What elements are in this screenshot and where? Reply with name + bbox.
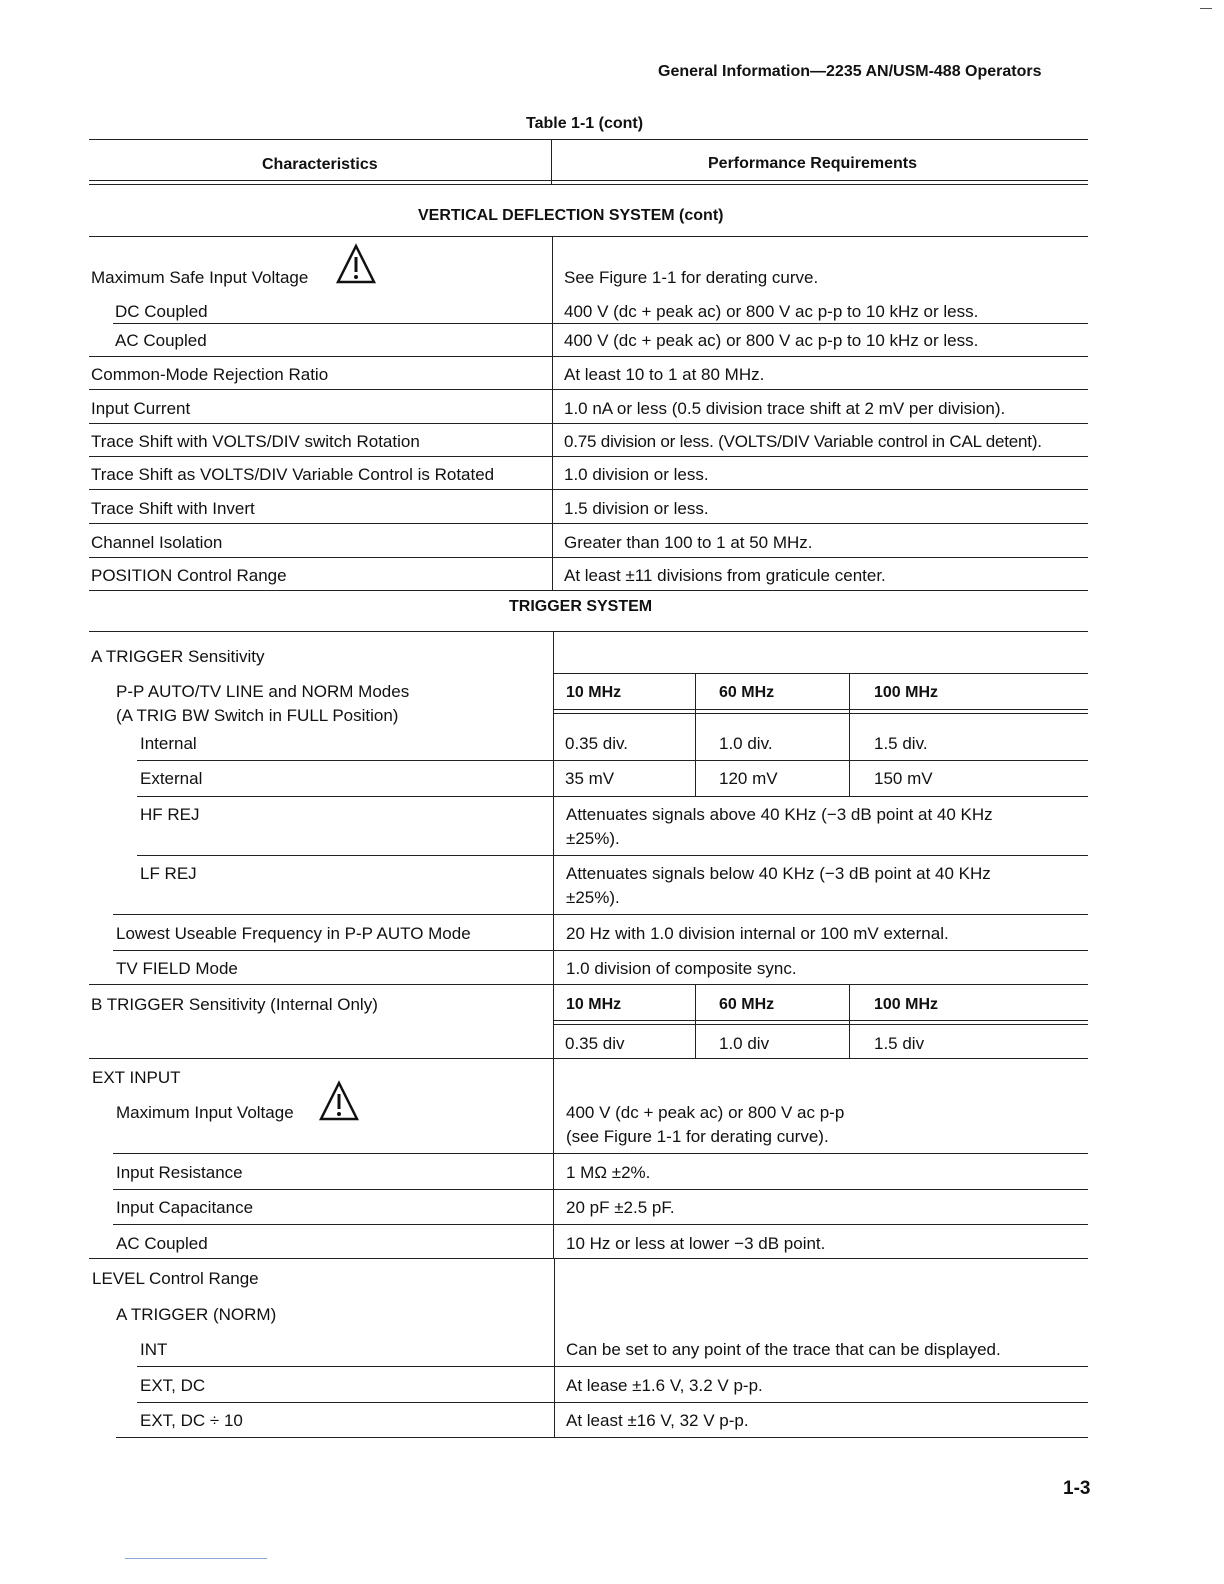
freq-header-double-rule [553,709,1088,714]
row-label-trace-shift-invert: Trace Shift with Invert [91,499,255,518]
table-top-rule [89,139,1088,140]
tv-field-label: TV FIELD Mode [116,959,238,978]
scan-mark [1200,8,1212,9]
tv-field-value: 1.0 division of composite sync. [566,959,797,978]
row-rule [137,1402,1088,1403]
hf-rej-value-line1: Attenuates signals above 40 KHz (−3 dB point at 40 KHz [566,805,993,824]
row-rule [89,1258,1088,1259]
freq-col-divider-2 [849,673,850,796]
internal-value-100: 1.5 div. [874,734,928,753]
external-label: External [140,769,203,788]
row-rule [113,323,1088,324]
header-divider [551,139,552,184]
internal-value-60: 1.0 div. [719,734,773,753]
column-header-performance: Performance Requirements [708,155,917,172]
b-trigger-label: B TRIGGER Sensitivity (Internal Only) [91,995,378,1014]
row-rule [89,523,1088,524]
row-rule [89,557,1088,558]
row-label-trace-shift-variable: Trace Shift as VOLTS/DIV Variable Control is Rotated [91,465,495,484]
row-value-input-current: 1.0 nA or less (0.5 division trace shift at 2 mV per division). [564,399,1006,418]
row-rule [89,1058,1088,1059]
max-input-voltage-label: Maximum Input Voltage [116,1103,294,1122]
row-rule [137,796,1088,797]
lowest-freq-value: 20 Hz with 1.0 division internal or 100 mV external. [566,924,949,943]
b-value-10: 0.35 div [565,1034,625,1053]
row-rule [113,1153,1088,1154]
row-label-dc-coupled: DC Coupled [115,302,208,321]
a-trigger-label: A TRIGGER Sensitivity [91,647,265,666]
row-rule [89,590,1088,591]
row-value-dc-coupled: 400 V (dc + peak ac) or 800 V ac p-p to 10 kHz or less. [564,302,979,321]
lowest-freq-label: Lowest Useable Frequency in P-P AUTO Mode [116,924,471,943]
b-freq-header-100: 100 MHz [874,996,939,1013]
row-rule [89,456,1088,457]
row-label-max-safe-input: Maximum Safe Input Voltage [91,268,309,287]
ext-dc-value: At lease ±1.6 V, 3.2 V p-p. [566,1376,763,1395]
ext-dc-div10-value: At least ±16 V, 32 V p-p. [566,1411,749,1430]
input-resistance-label: Input Resistance [116,1163,243,1182]
row-value-cmrr: At least 10 to 1 at 80 MHz. [564,365,765,384]
section-trigger-title: TRIGGER SYSTEM [509,598,653,615]
row-value-trace-shift-variable: 1.0 division or less. [564,465,709,484]
ext-input-label: EXT INPUT [92,1068,181,1087]
row-value-position-range: At least ±11 divisions from graticule center. [564,566,886,585]
row-rule [113,914,1088,915]
freq-header-top-rule [553,673,1088,674]
external-value-10: 35 mV [565,769,615,788]
scan-mark [125,1558,267,1559]
internal-value-10: 0.35 div. [565,734,629,753]
input-resistance-value: 1 MΩ ±2%. [566,1163,651,1182]
level-column-divider [554,1258,555,1438]
row-rule [113,1189,1088,1190]
vertical-column-divider [552,236,553,590]
a-freq-header-100: 100 MHz [874,684,939,701]
row-label-ac-coupled: AC Coupled [115,331,207,350]
running-title: General Information—2235 AN/USM-488 Operators [658,63,1042,80]
row-value-trace-shift-switch: 0.75 division or less. (VOLTS/DIV Variable control in CAL detent). [564,432,1042,451]
b-freq-header-60: 60 MHz [719,996,775,1013]
input-capacitance-label: Input Capacitance [116,1198,254,1217]
row-rule [137,1366,1088,1367]
column-header-characteristics: Characteristics [262,156,378,173]
row-value-trace-shift-invert: 1.5 division or less. [564,499,709,518]
row-rule [89,389,1088,390]
table-caption: Table 1-1 (cont) [526,115,644,132]
max-input-voltage-line1: 400 V (dc + peak ac) or 800 V ac p-p [566,1103,845,1122]
b-freq-header-10: 10 MHz [566,996,622,1013]
trigger-column-divider [553,631,554,1058]
level-control-label: LEVEL Control Range [92,1269,259,1288]
row-value-max-safe-input: See Figure 1-1 for derating curve. [564,268,819,287]
a-freq-header-10: 10 MHz [566,684,622,701]
row-value-channel-isolation: Greater than 100 to 1 at 50 MHz. [564,533,813,552]
int-value: Can be set to any point of the trace that can be displayed. [566,1340,1001,1359]
freq-col-divider-1 [695,673,696,796]
b-value-60: 1.0 div [719,1034,770,1053]
warning-icon [335,243,377,285]
external-value-100: 150 mV [874,769,933,788]
row-rule [89,423,1088,424]
row-rule [137,855,1088,856]
row-value-ac-coupled: 400 V (dc + peak ac) or 800 V ac p-p to 10 kHz or less. [564,331,979,350]
row-label-position-range: POSITION Control Range [91,566,287,585]
ext-column-divider [553,1058,554,1258]
row-rule [89,356,1088,357]
lf-rej-value-line2: ±25%). [566,888,620,907]
row-rule [113,950,1088,951]
ext-dc-div10-label: EXT, DC ÷ 10 [140,1411,243,1430]
trigger-section-rule [89,631,1088,632]
row-label-input-current: Input Current [91,399,191,418]
hf-rej-label: HF REJ [140,805,200,824]
a-trigger-modes-line2: (A TRIG BW Switch in FULL Position) [116,706,399,725]
table-bottom-rule [116,1437,1088,1438]
row-rule [89,489,1088,490]
page-number: 1-3 [1063,1478,1091,1499]
lf-rej-label: LF REJ [140,864,197,883]
ext-ac-coupled-label: AC Coupled [116,1234,208,1253]
input-capacitance-value: 20 pF ±2.5 pF. [566,1198,675,1217]
hf-rej-value-line2: ±25%). [566,829,620,848]
row-label-channel-isolation: Channel Isolation [91,533,223,552]
external-value-60: 120 mV [719,769,778,788]
ext-dc-label: EXT, DC [140,1376,206,1395]
max-input-voltage-line2: (see Figure 1-1 for derating curve). [566,1127,829,1146]
header-double-rule [89,180,1088,185]
a-freq-header-60: 60 MHz [719,684,775,701]
internal-label: Internal [140,734,197,753]
int-label: INT [140,1340,168,1359]
lf-rej-value-line1: Attenuates signals below 40 KHz (−3 dB point at 40 KHz [566,864,991,883]
section-vertical-title: VERTICAL DEFLECTION SYSTEM (cont) [418,207,724,224]
row-rule [89,984,1088,985]
row-rule [113,1224,1088,1225]
ext-ac-coupled-value: 10 Hz or less at lower −3 dB point. [566,1234,826,1253]
a-trigger-norm-label: A TRIGGER (NORM) [116,1305,277,1324]
b-freq-header-double-rule [553,1020,1088,1025]
a-trigger-modes-line1: P-P AUTO/TV LINE and NORM Modes [116,682,410,701]
row-rule [137,760,1088,761]
row-label-trace-shift-switch: Trace Shift with VOLTS/DIV switch Rotation [91,432,420,451]
row-label-cmrr: Common-Mode Rejection Ratio [91,365,329,384]
b-value-100: 1.5 div [874,1034,925,1053]
vertical-section-rule [89,236,1088,237]
warning-icon [318,1080,360,1122]
